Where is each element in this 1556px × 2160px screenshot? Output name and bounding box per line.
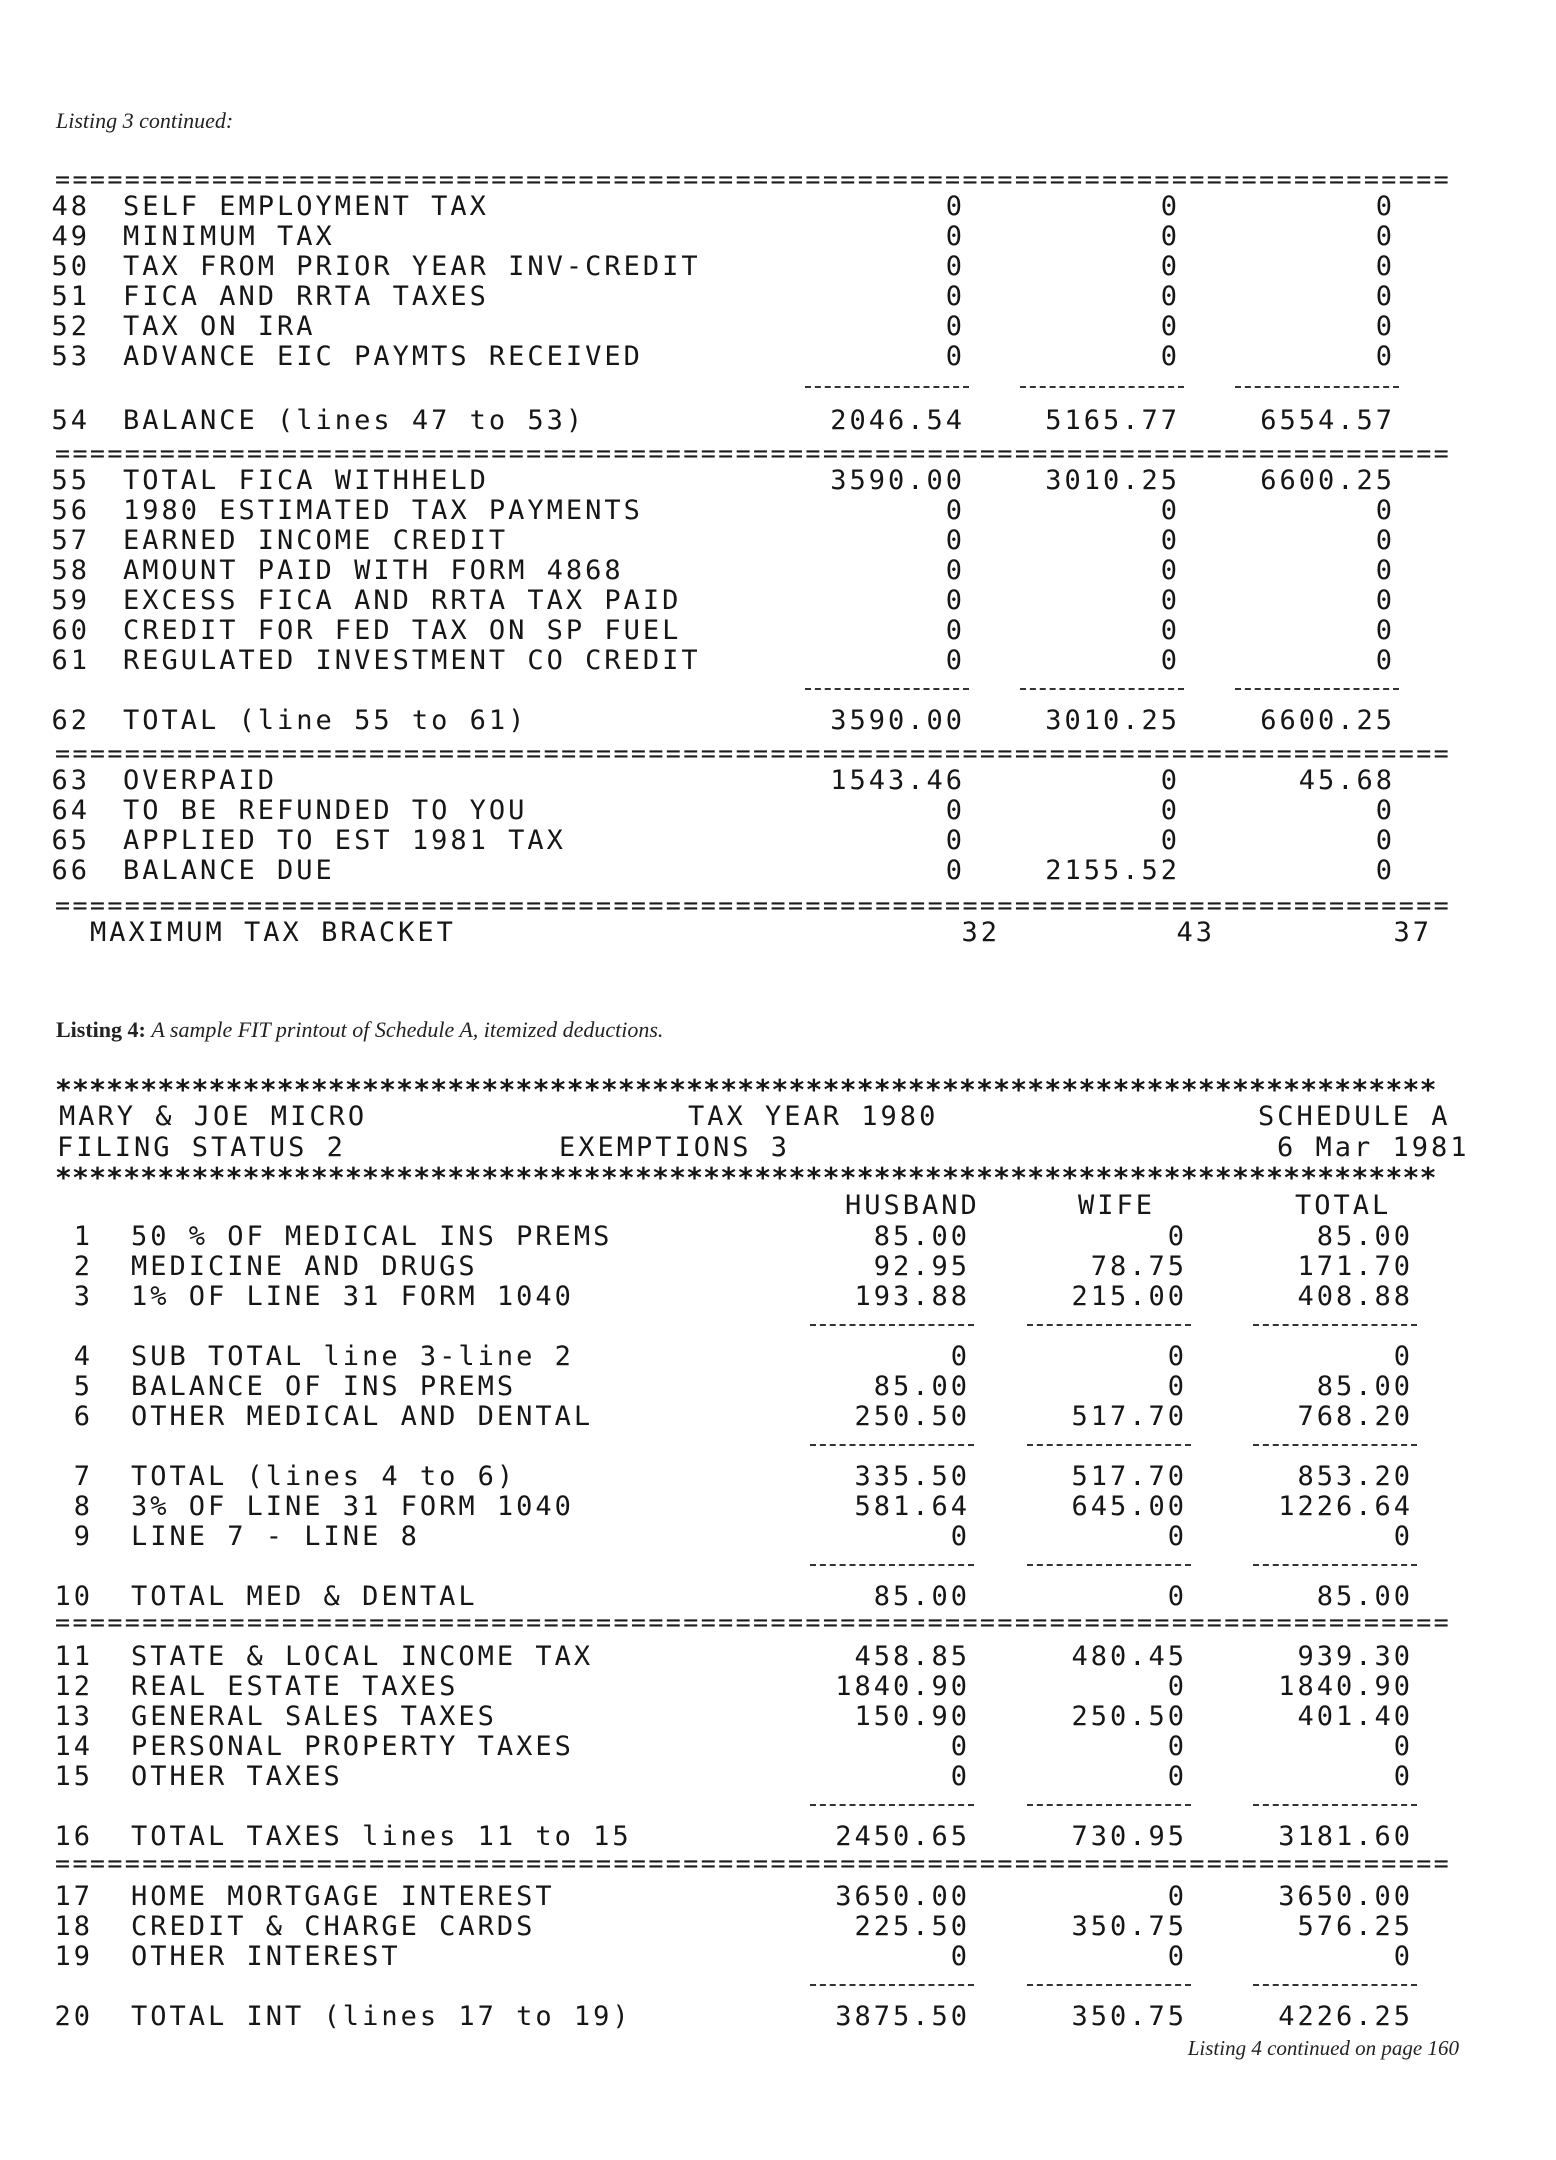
total-value: 0 <box>1375 795 1395 826</box>
subtotal-rule <box>1027 1444 1191 1448</box>
line-label: TOTAL (line 55 to 61) <box>123 705 528 736</box>
husband-value: 0 <box>950 1761 970 1792</box>
line-label: OTHER MEDICAL AND DENTAL <box>131 1401 594 1432</box>
husband-value: 0 <box>950 1731 970 1762</box>
line-number: 6 <box>73 1401 93 1432</box>
husband-value: 1840.90 <box>835 1671 970 1702</box>
line-number: 12 <box>54 1671 93 1702</box>
line-number: 19 <box>54 1941 93 1972</box>
table-row <box>0 856 1556 886</box>
subtotal-rule <box>810 1444 974 1448</box>
total-value: 0 <box>1375 855 1395 886</box>
separator-line: ================================================================================ <box>55 1609 1452 1637</box>
subtotal-rule <box>810 1984 974 1988</box>
line-label: MAXIMUM TAX BRACKET <box>90 917 456 948</box>
subtotal-rule <box>805 386 969 390</box>
line-label: TOTAL FICA WITHHELD <box>123 465 489 496</box>
separator-line: ================================================================================ <box>55 740 1452 768</box>
wife-value: 0 <box>1160 311 1180 342</box>
subtotal-rule <box>805 688 969 692</box>
line-label: MEDICINE AND DRUGS <box>131 1251 478 1282</box>
table-row <box>0 918 1556 948</box>
total-value: 0 <box>1393 1341 1413 1372</box>
line-label: BALANCE DUE <box>123 855 335 886</box>
schedule-name: SCHEDULE A <box>1258 1101 1451 1132</box>
husband-value: 92.95 <box>873 1251 970 1282</box>
line-number: 4 <box>73 1341 93 1372</box>
total-value: 853.20 <box>1297 1461 1413 1492</box>
husband-value: 0 <box>950 1521 970 1552</box>
line-number: 56 <box>51 495 90 526</box>
separator-line: ================================================================================ <box>55 440 1452 468</box>
subtotal-rule <box>1253 1324 1417 1328</box>
taxpayer-name: MARY & JOE MICRO <box>59 1101 368 1132</box>
table-row <box>0 1942 1556 1972</box>
line-label: TAX FROM PRIOR YEAR INV-CREDIT <box>123 251 701 282</box>
subtotal-rule <box>1020 688 1184 692</box>
husband-value: 0 <box>945 341 965 372</box>
line-label: SELF EMPLOYMENT TAX <box>123 191 489 222</box>
table-row <box>0 526 1556 556</box>
wife-value: 0 <box>1167 1521 1187 1552</box>
line-number: 11 <box>54 1641 93 1672</box>
husband-value: 250.50 <box>854 1401 970 1432</box>
table-row <box>0 796 1556 826</box>
subtotal-rule <box>1253 1984 1417 1988</box>
table-row <box>0 1282 1556 1312</box>
wife-value: 0 <box>1167 1881 1187 1912</box>
total-value: 0 <box>1375 615 1395 646</box>
table-row <box>0 1702 1556 1732</box>
husband-value: 3590.00 <box>830 465 965 496</box>
wife-value: 0 <box>1160 795 1180 826</box>
line-label: OVERPAID <box>123 765 278 796</box>
wife-value: 0 <box>1160 585 1180 616</box>
line-label: OTHER TAXES <box>131 1761 343 1792</box>
line-label: PERSONAL PROPERTY TAXES <box>131 1731 574 1762</box>
total-value: 0 <box>1393 1761 1413 1792</box>
husband-value: 3650.00 <box>835 1881 970 1912</box>
line-number: 53 <box>51 341 90 372</box>
line-number: 64 <box>51 795 90 826</box>
total-value: 45.68 <box>1298 765 1395 796</box>
column-header-husband: HUSBAND <box>845 1190 980 1221</box>
wife-value: 0 <box>1160 825 1180 856</box>
total-value: 0 <box>1375 585 1395 616</box>
table-row <box>0 282 1556 312</box>
line-label: HOME MORTGAGE INTEREST <box>131 1881 555 1912</box>
total-value: 0 <box>1393 1521 1413 1552</box>
line-number: 14 <box>54 1731 93 1762</box>
line-number: 49 <box>51 221 90 252</box>
wife-value: 645.00 <box>1071 1491 1187 1522</box>
table-row <box>0 1222 1556 1252</box>
husband-value: 85.00 <box>873 1581 970 1612</box>
line-number: 17 <box>54 1881 93 1912</box>
husband-value: 0 <box>945 191 965 222</box>
line-number: 13 <box>54 1701 93 1732</box>
total-value: 576.25 <box>1297 1911 1413 1942</box>
wife-value: 3010.25 <box>1045 705 1180 736</box>
line-number: 59 <box>51 585 90 616</box>
line-label: MINIMUM TAX <box>123 221 335 252</box>
line-label: CREDIT FOR FED TAX ON SP FUEL <box>123 615 682 646</box>
husband-value: 1543.46 <box>830 765 965 796</box>
table-row <box>0 826 1556 856</box>
total-value: 0 <box>1375 191 1395 222</box>
husband-value: 581.64 <box>854 1491 970 1522</box>
line-label: FICA AND RRTA TAXES <box>123 281 489 312</box>
table-row <box>0 1342 1556 1372</box>
husband-value: 0 <box>945 795 965 826</box>
total-value: 0 <box>1375 825 1395 856</box>
table-row <box>0 616 1556 646</box>
line-number: 18 <box>54 1911 93 1942</box>
husband-value: 0 <box>945 585 965 616</box>
wife-value: 0 <box>1167 1941 1187 1972</box>
wife-value: 5165.77 <box>1045 405 1180 436</box>
husband-value: 0 <box>945 525 965 556</box>
total-value: 0 <box>1375 251 1395 282</box>
table-row <box>0 1462 1556 1492</box>
table-row <box>0 1582 1556 1612</box>
line-label: BALANCE OF INS PREMS <box>131 1371 517 1402</box>
husband-value: 32 <box>961 917 1000 948</box>
line-number: 55 <box>51 465 90 496</box>
table-row <box>0 1522 1556 1552</box>
wife-value: 0 <box>1160 645 1180 676</box>
total-value: 0 <box>1375 495 1395 526</box>
table-row <box>0 1732 1556 1762</box>
wife-value: 0 <box>1160 191 1180 222</box>
subtotal-rule <box>1027 1984 1191 1988</box>
husband-value: 0 <box>950 1941 970 1972</box>
filing-status: FILING STATUS 2 <box>57 1132 346 1163</box>
column-header-total: TOTAL <box>1295 1190 1392 1221</box>
husband-value: 0 <box>945 615 965 646</box>
wife-value: 2155.52 <box>1045 855 1180 886</box>
husband-value: 0 <box>945 221 965 252</box>
wife-value: 0 <box>1160 221 1180 252</box>
line-label: 50 % OF MEDICAL INS PREMS <box>131 1221 613 1252</box>
husband-value: 335.50 <box>854 1461 970 1492</box>
table-row <box>0 192 1556 222</box>
line-label: TO BE REFUNDED TO YOU <box>123 795 528 826</box>
total-value: 37 <box>1393 917 1432 948</box>
table-row <box>0 406 1556 436</box>
total-value: 3650.00 <box>1278 1881 1413 1912</box>
total-value: 1226.64 <box>1278 1491 1413 1522</box>
total-value: 0 <box>1375 221 1395 252</box>
line-label: ADVANCE EIC PAYMTS RECEIVED <box>123 341 643 372</box>
table-row <box>0 466 1556 496</box>
wife-value: 0 <box>1167 1221 1187 1252</box>
subtotal-rule <box>810 1324 974 1328</box>
husband-value: 0 <box>945 645 965 676</box>
subtotal-rule <box>1027 1564 1191 1568</box>
wife-value: 0 <box>1167 1371 1187 1402</box>
husband-value: 2450.65 <box>835 1821 970 1852</box>
table-row <box>0 496 1556 526</box>
table-row <box>0 312 1556 342</box>
line-label: REAL ESTATE TAXES <box>131 1671 459 1702</box>
line-number: 10 <box>54 1581 93 1612</box>
total-value: 768.20 <box>1297 1401 1413 1432</box>
wife-value: 0 <box>1160 251 1180 282</box>
husband-value: 0 <box>945 251 965 282</box>
wife-value: 730.95 <box>1071 1821 1187 1852</box>
line-label: GENERAL SALES TAXES <box>131 1701 497 1732</box>
total-value: 408.88 <box>1297 1281 1413 1312</box>
line-number: 48 <box>51 191 90 222</box>
wife-value: 350.75 <box>1071 2001 1187 2032</box>
subtotal-rule <box>1253 1444 1417 1448</box>
table-row <box>0 1882 1556 1912</box>
line-label: SUB TOTAL line 3-line 2 <box>131 1341 574 1372</box>
table-row <box>0 1912 1556 1942</box>
line-label: STATE & LOCAL INCOME TAX <box>131 1641 594 1672</box>
wife-value: 215.00 <box>1071 1281 1187 1312</box>
total-value: 0 <box>1375 525 1395 556</box>
total-value: 0 <box>1375 311 1395 342</box>
wife-value: 0 <box>1167 1731 1187 1762</box>
total-value: 6554.57 <box>1260 405 1395 436</box>
total-value: 1840.90 <box>1278 1671 1413 1702</box>
line-label: 1% OF LINE 31 FORM 1040 <box>131 1281 574 1312</box>
line-number: 15 <box>54 1761 93 1792</box>
print-date: 6 Mar 1981 <box>1277 1132 1470 1163</box>
wife-value: 0 <box>1167 1581 1187 1612</box>
line-number: 63 <box>51 765 90 796</box>
line-number: 50 <box>51 251 90 282</box>
table-row <box>0 252 1556 282</box>
wife-value: 0 <box>1160 495 1180 526</box>
line-label: TOTAL INT (lines 17 to 19) <box>131 2001 632 2032</box>
subtotal-rule <box>1020 386 1184 390</box>
total-value: 6600.25 <box>1260 705 1395 736</box>
husband-value: 0 <box>945 855 965 886</box>
total-value: 3181.60 <box>1278 1821 1413 1852</box>
table-row <box>0 1372 1556 1402</box>
line-label: BALANCE (lines 47 to 53) <box>123 405 586 436</box>
wife-value: 43 <box>1176 917 1215 948</box>
total-value: 6600.25 <box>1260 465 1395 496</box>
husband-value: 193.88 <box>854 1281 970 1312</box>
line-label: CREDIT & CHARGE CARDS <box>131 1911 536 1942</box>
table-row <box>0 646 1556 676</box>
line-number: 58 <box>51 555 90 586</box>
listing-3-caption: Listing 3 continued: <box>56 108 234 133</box>
table-row <box>0 342 1556 372</box>
table-row <box>0 766 1556 796</box>
line-label: AMOUNT PAID WITH FORM 4868 <box>123 555 624 586</box>
line-number: 1 <box>73 1221 93 1252</box>
line-number: 3 <box>73 1281 93 1312</box>
wife-value: 0 <box>1160 281 1180 312</box>
line-number: 7 <box>73 1461 93 1492</box>
wife-value: 0 <box>1167 1761 1187 1792</box>
table-row <box>0 1822 1556 1852</box>
husband-value: 458.85 <box>854 1641 970 1672</box>
total-value: 0 <box>1375 555 1395 586</box>
table-row <box>0 1672 1556 1702</box>
exemptions: EXEMPTIONS 3 <box>559 1132 791 1163</box>
table-row <box>0 1642 1556 1672</box>
line-label: REGULATED INVESTMENT CO CREDIT <box>123 645 701 676</box>
line-label: 3% OF LINE 31 FORM 1040 <box>131 1491 574 1522</box>
total-value: 85.00 <box>1316 1581 1413 1612</box>
subtotal-rule <box>1235 688 1399 692</box>
table-row <box>0 706 1556 736</box>
total-value: 0 <box>1375 645 1395 676</box>
line-label: 1980 ESTIMATED TAX PAYMENTS <box>123 495 643 526</box>
line-number: 2 <box>73 1251 93 1282</box>
subtotal-rule <box>1253 1564 1417 1568</box>
husband-value: 3590.00 <box>830 705 965 736</box>
line-number: 65 <box>51 825 90 856</box>
line-number: 66 <box>51 855 90 886</box>
subtotal-rule <box>1027 1324 1191 1328</box>
separator-line: ================================================================================ <box>55 892 1452 920</box>
husband-value: 150.90 <box>854 1701 970 1732</box>
wife-value: 250.50 <box>1071 1701 1187 1732</box>
line-label: EARNED INCOME CREDIT <box>123 525 509 556</box>
wife-value: 0 <box>1160 555 1180 586</box>
listing-4-caption: Listing 4: A sample FIT printout of Schedule A, itemized deductions. <box>56 1017 664 1042</box>
wife-value: 350.75 <box>1071 1911 1187 1942</box>
husband-value: 225.50 <box>854 1911 970 1942</box>
husband-value: 2046.54 <box>830 405 965 436</box>
wife-value: 517.70 <box>1071 1401 1187 1432</box>
separator-line: ================================================================================ <box>55 166 1452 194</box>
husband-value: 0 <box>945 495 965 526</box>
total-value: 0 <box>1393 1941 1413 1972</box>
subtotal-rule <box>1235 386 1399 390</box>
line-number: 8 <box>73 1491 93 1522</box>
husband-value: 85.00 <box>873 1221 970 1252</box>
table-row <box>0 1402 1556 1432</box>
husband-value: 0 <box>945 311 965 342</box>
separator-line: ================================================================================ <box>55 1850 1452 1878</box>
tax-year: TAX YEAR 1980 <box>688 1101 939 1132</box>
line-number: 51 <box>51 281 90 312</box>
husband-value: 0 <box>945 555 965 586</box>
line-number: 60 <box>51 615 90 646</box>
line-label: OTHER INTEREST <box>131 1941 401 1972</box>
husband-value: 0 <box>950 1341 970 1372</box>
line-label: TOTAL MED & DENTAL <box>131 1581 478 1612</box>
total-value: 401.40 <box>1297 1701 1413 1732</box>
table-row <box>0 556 1556 586</box>
table-row <box>0 586 1556 616</box>
wife-value: 0 <box>1160 525 1180 556</box>
line-label: TOTAL TAXES lines 11 to 15 <box>131 1821 632 1852</box>
total-value: 0 <box>1393 1731 1413 1762</box>
wife-value: 78.75 <box>1090 1251 1187 1282</box>
line-label: LINE 7 - LINE 8 <box>131 1521 420 1552</box>
stars-top: ********************************************************************************* <box>55 1075 1437 1105</box>
husband-value: 85.00 <box>873 1371 970 1402</box>
table-row <box>0 2002 1556 2032</box>
subtotal-rule <box>1027 1804 1191 1808</box>
husband-value: 0 <box>945 825 965 856</box>
line-label: TOTAL (lines 4 to 6) <box>131 1461 517 1492</box>
subtotal-rule <box>810 1804 974 1808</box>
husband-value: 0 <box>945 281 965 312</box>
wife-value: 0 <box>1160 615 1180 646</box>
wife-value: 0 <box>1160 341 1180 372</box>
line-number: 16 <box>54 1821 93 1852</box>
total-value: 85.00 <box>1316 1221 1413 1252</box>
line-number: 20 <box>54 2001 93 2032</box>
line-number: 57 <box>51 525 90 556</box>
line-number: 61 <box>51 645 90 676</box>
subtotal-rule <box>1253 1804 1417 1808</box>
table-row <box>0 222 1556 252</box>
subtotal-rule <box>810 1564 974 1568</box>
husband-value: 3875.50 <box>835 2001 970 2032</box>
wife-value: 517.70 <box>1071 1461 1187 1492</box>
line-number: 5 <box>73 1371 93 1402</box>
column-header-wife: WIFE <box>1078 1190 1156 1221</box>
line-number: 62 <box>51 705 90 736</box>
line-number: 54 <box>51 405 90 436</box>
line-number: 52 <box>51 311 90 342</box>
total-value: 0 <box>1375 281 1395 312</box>
table-row <box>0 1252 1556 1282</box>
stars-bottom: ********************************************************************************* <box>55 1163 1437 1193</box>
wife-value: 3010.25 <box>1045 465 1180 496</box>
total-value: 939.30 <box>1297 1641 1413 1672</box>
table-row <box>0 1492 1556 1522</box>
line-label: APPLIED TO EST 1981 TAX <box>123 825 566 856</box>
continued-note: Listing 4 continued on page 160 <box>1187 2036 1459 2060</box>
total-value: 171.70 <box>1297 1251 1413 1282</box>
wife-value: 480.45 <box>1071 1641 1187 1672</box>
line-label: TAX ON IRA <box>123 311 316 342</box>
total-value: 85.00 <box>1316 1371 1413 1402</box>
total-value: 4226.25 <box>1278 2001 1413 2032</box>
line-label: EXCESS FICA AND RRTA TAX PAID <box>123 585 682 616</box>
wife-value: 0 <box>1167 1671 1187 1702</box>
line-number: 9 <box>73 1521 93 1552</box>
wife-value: 0 <box>1160 765 1180 796</box>
table-row <box>0 1762 1556 1792</box>
total-value: 0 <box>1375 341 1395 372</box>
wife-value: 0 <box>1167 1341 1187 1372</box>
